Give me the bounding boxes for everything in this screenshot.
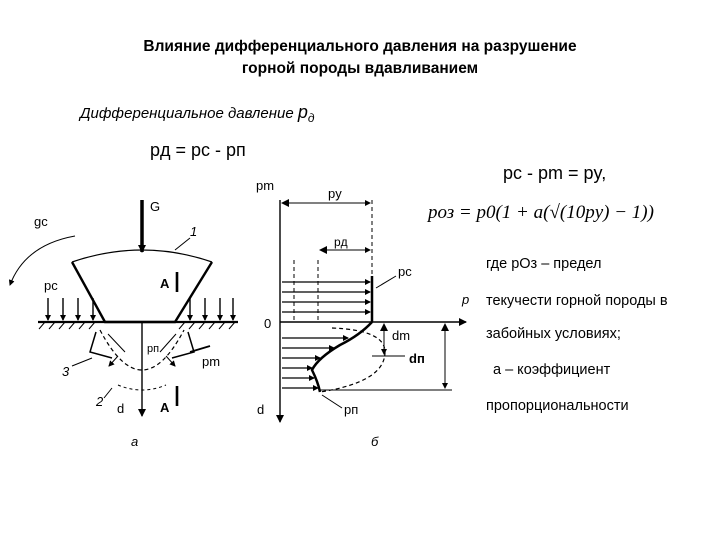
slide-title-line2: горной породы вдавливанием xyxy=(241,60,479,77)
label-A-bottom: A xyxy=(160,400,170,415)
desc-line5: пропорциональности xyxy=(486,398,629,414)
label-pc-a: pc xyxy=(44,278,58,293)
label-pd-b: pд xyxy=(334,235,348,249)
label-2: 2 xyxy=(96,394,104,409)
label-0-b: 0 xyxy=(264,316,272,331)
surface-pressure-arrows-left xyxy=(48,298,93,320)
label-d-a: d xyxy=(117,401,125,416)
label-py-b: py xyxy=(328,186,342,201)
desc-line4: а – коэффициент xyxy=(493,362,611,378)
label-G: G xyxy=(150,199,161,214)
label-gc: gc xyxy=(34,214,48,229)
pressure-profile-pc xyxy=(282,276,372,322)
yield-strength-formula: pоз = p0(1 + a(√(10py) − 1)) xyxy=(428,202,654,223)
label-dn-b: dп xyxy=(409,351,425,366)
desc-line1: где pОз – предел xyxy=(486,256,602,272)
label-pm-a: pm xyxy=(202,354,221,369)
leader-pc-b xyxy=(376,276,396,288)
desc-line3: забойных условиях; xyxy=(486,326,621,342)
leader-pn-b xyxy=(322,395,342,408)
label-A-top: A xyxy=(160,276,170,291)
slide-title-line1: Влияние дифференциального давления на разрушение xyxy=(143,38,577,55)
label-dm-b: dm xyxy=(392,328,411,343)
surface-pressure-arrows-right xyxy=(190,298,233,320)
subtitle-symbol: p xyxy=(297,102,308,122)
diagram-a xyxy=(10,200,238,416)
equation-py: pc - pm = py, xyxy=(503,163,607,183)
label-p-b: p xyxy=(462,292,470,307)
subtitle-text: Дифференциальное давление xyxy=(80,105,294,122)
leader-1 xyxy=(175,238,190,250)
caption-b: б xyxy=(371,434,379,449)
label-pn-b: pп xyxy=(344,402,359,417)
label-d-b: d xyxy=(257,402,265,417)
label-pn-a: pп xyxy=(147,343,160,355)
label-pm-b: pm xyxy=(256,178,275,193)
caption-a: а xyxy=(131,434,139,449)
leader-2 xyxy=(104,388,112,398)
desc-line2: текучести горной породы в xyxy=(486,293,668,309)
leader-3 xyxy=(72,358,92,366)
gc-arc-arrow xyxy=(10,236,75,285)
label-1: 1 xyxy=(190,224,198,239)
equation-differential-pressure: pд = pc - pп xyxy=(150,140,246,160)
label-pc-b: pc xyxy=(398,264,412,279)
subtitle-symbol-sub: д xyxy=(307,111,315,125)
label-3: 3 xyxy=(62,364,70,379)
diagram-b xyxy=(280,200,466,422)
